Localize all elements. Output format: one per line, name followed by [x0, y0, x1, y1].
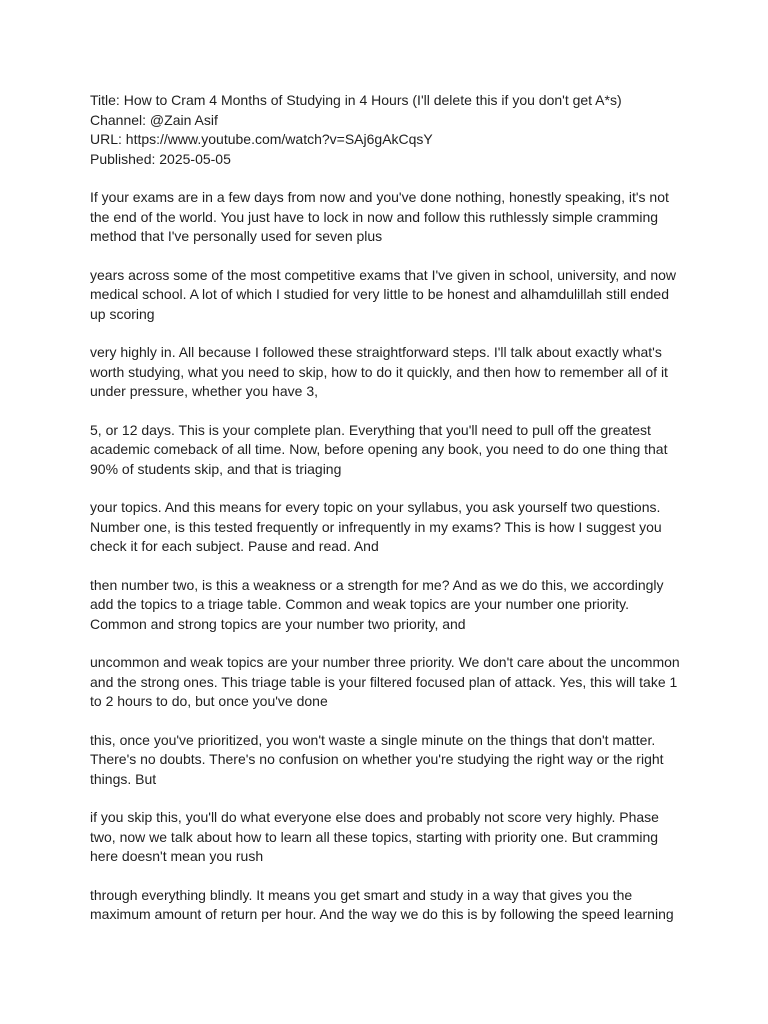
transcript-paragraph-5: your topics. And this means for every topic on your syllabus, you ask yourself two questions. Number one, is this tested frequently or infrequently in my exams? This is how I suggest you check it for each subject. Pause and read. And [90, 499, 662, 554]
metadata-block [90, 91, 680, 169]
transcript-paragraph-4: 5, or 12 days. This is your complete plan. Everything that you'll need to pull off the greatest academic comeback of all time. Now, before opening any book, you need to do one thing that 90% of students skip, and that is triaging [90, 421, 668, 477]
transcript-paragraph-6: then number two, is this a weakness or a strength for me? And as we do this, we accordingly add the topics to a triage table. Common and weak topics are your number one priority. Common and strong topics are your number two priority, and [90, 576, 664, 632]
transcript-paragraph-3: very highly in. All because I followed these straightforward steps. I'll talk about exactly what's worth studying, what you need to skip, how to do it quickly, and then how to remember all of it under pressure, whether you have 3, [90, 344, 668, 399]
channel-name: Channel: @Zain Asif [90, 111, 218, 128]
transcript-paragraph-1: If your exams are in a few days from now and you've done nothing, honestly speaking, it's not the end of the world. You just have to lock in now and follow this ruthlessly simple cramming method that I've personally used for seven plus [90, 189, 669, 244]
document-page [90, 91, 680, 944]
transcript-paragraph-9: if you skip this, you'll do what everyone else does and probably not score very highly. Phase two, now we talk about how to learn all these topics, starting with priority one. But cramming here doesn't mean you rush [90, 809, 659, 864]
video-title: Title: How to Cram 4 Months of Studying in 4 Hours (I'll delete this if you don't get A*s) [90, 92, 622, 108]
transcript-paragraph-2: years across some of the most competitive exams that I've given in school, university, and now medical school. A lot of which I studied for very little to be honest and alhamdulillah still ended up scoring [90, 266, 677, 322]
transcript-paragraph-10: through everything blindly. It means you get smart and study in a way that gives you the maximum amount of return per hour. And the way we do this is by following the speed learning [90, 886, 674, 922]
transcript-paragraph-8: this, once you've prioritized, you won't waste a single minute on the things that don't matter. There's no doubts. There's no confusion on whether you're studying the right way or the right things. But [90, 731, 664, 787]
transcript-paragraph-7: uncommon and weak topics are your number three priority. We don't care about the uncommon and the strong ones. This triage table is your filtered focused plan of attack. Yes, this will take 1 to 2 hours to do, but once you've done [90, 654, 680, 709]
video-url: URL: https://www.youtube.com/watch?v=SAj6gAkCqsY [90, 131, 433, 147]
published-date: Published: 2025-05-05 [90, 150, 231, 167]
